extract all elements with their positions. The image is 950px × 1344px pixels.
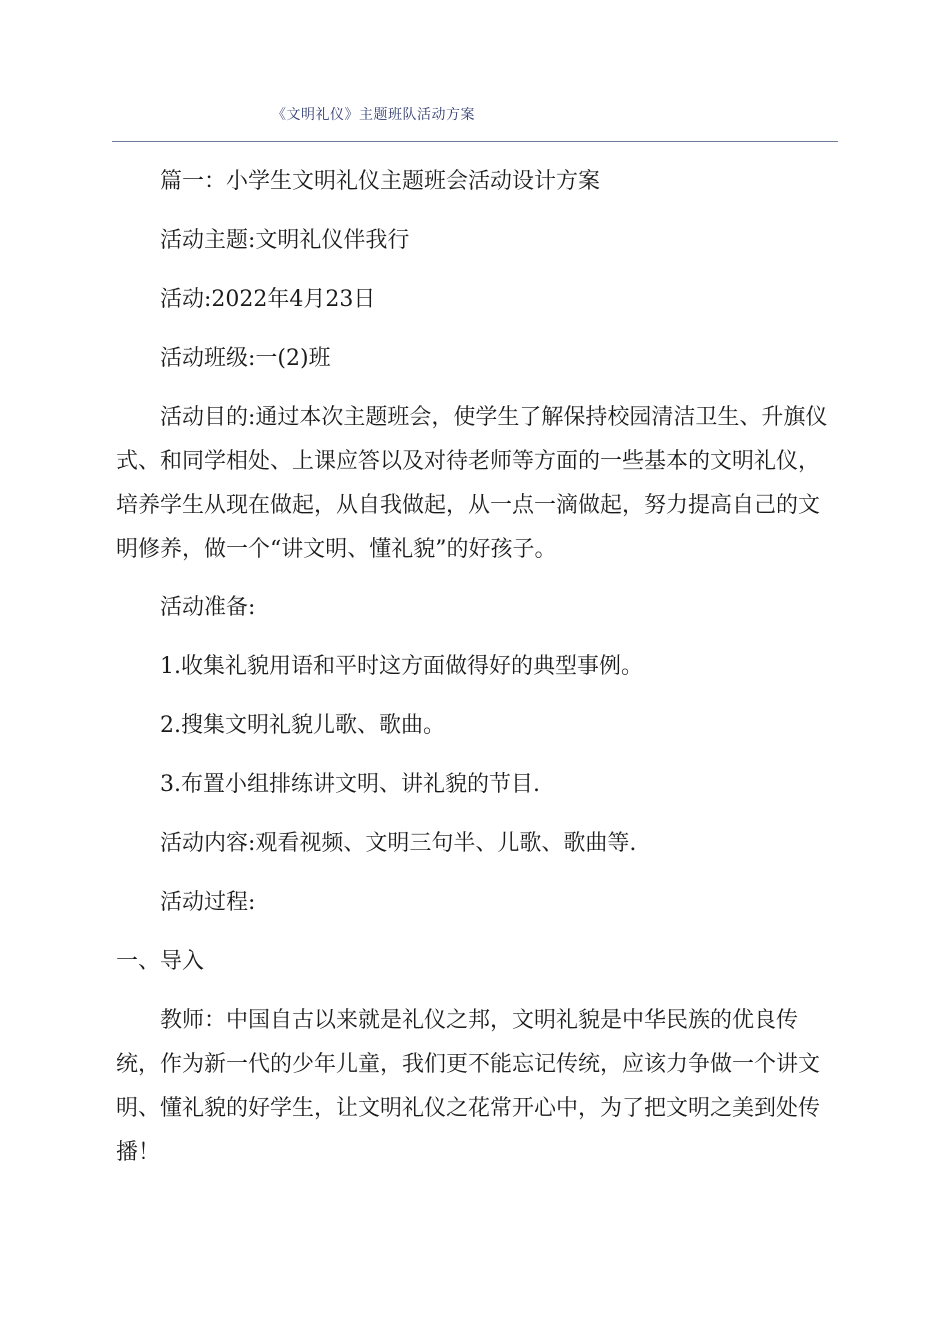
activity-content: 活动内容:观看视频、文明三句半、儿歌、歌曲等. <box>160 831 637 856</box>
document-heading: 篇一：小学生文明礼仪主题班会活动设计方案 <box>160 169 601 194</box>
activity-theme: 活动主题:文明礼仪伴我行 <box>160 228 410 253</box>
section-heading-intro: 一、导入 <box>116 949 205 974</box>
activity-date: 活动:2022年4月23日 <box>160 287 376 312</box>
teacher-speech: 教师：中国自古以来就是礼仪之邦，文明礼貌是中华民族的优良传统，作为新一代的少年儿童，我们更不能忘记传统，应该力争做一个讲文明、懂礼貌的好学生，让文明礼仪之花常开心中，为了把文明之美到处传播！ <box>116 1008 821 1165</box>
running-header-title: 《文明礼仪》主题班队活动方案 <box>272 107 475 123</box>
header-divider <box>112 141 838 142</box>
preparation-item: 3.布置小组排练讲文明、讲礼貌的节目. <box>160 772 540 797</box>
activity-class: 活动班级:一(2)班 <box>160 346 331 371</box>
document-body <box>116 160 836 1190</box>
activity-preparation-label: 活动准备: <box>160 595 256 620</box>
activity-process-label: 活动过程: <box>160 890 256 915</box>
preparation-item: 2.搜集文明礼貌儿歌、歌曲。 <box>160 713 445 738</box>
activity-purpose: 活动目的:通过本次主题班会，使学生了解保持校园清洁卫生、升旗仪式、和同学相处、上课应答以及对待老师等方面的一些基本的文明礼仪，培养学生从现在做起，从自我做起，从一点一滴做起，努力提高自己的文明修养，做一个“讲文明、懂礼貌”的好孩子。 <box>116 405 828 562</box>
preparation-item: 1.收集礼貌用语和平时这方面做得好的典型事例。 <box>160 654 643 679</box>
